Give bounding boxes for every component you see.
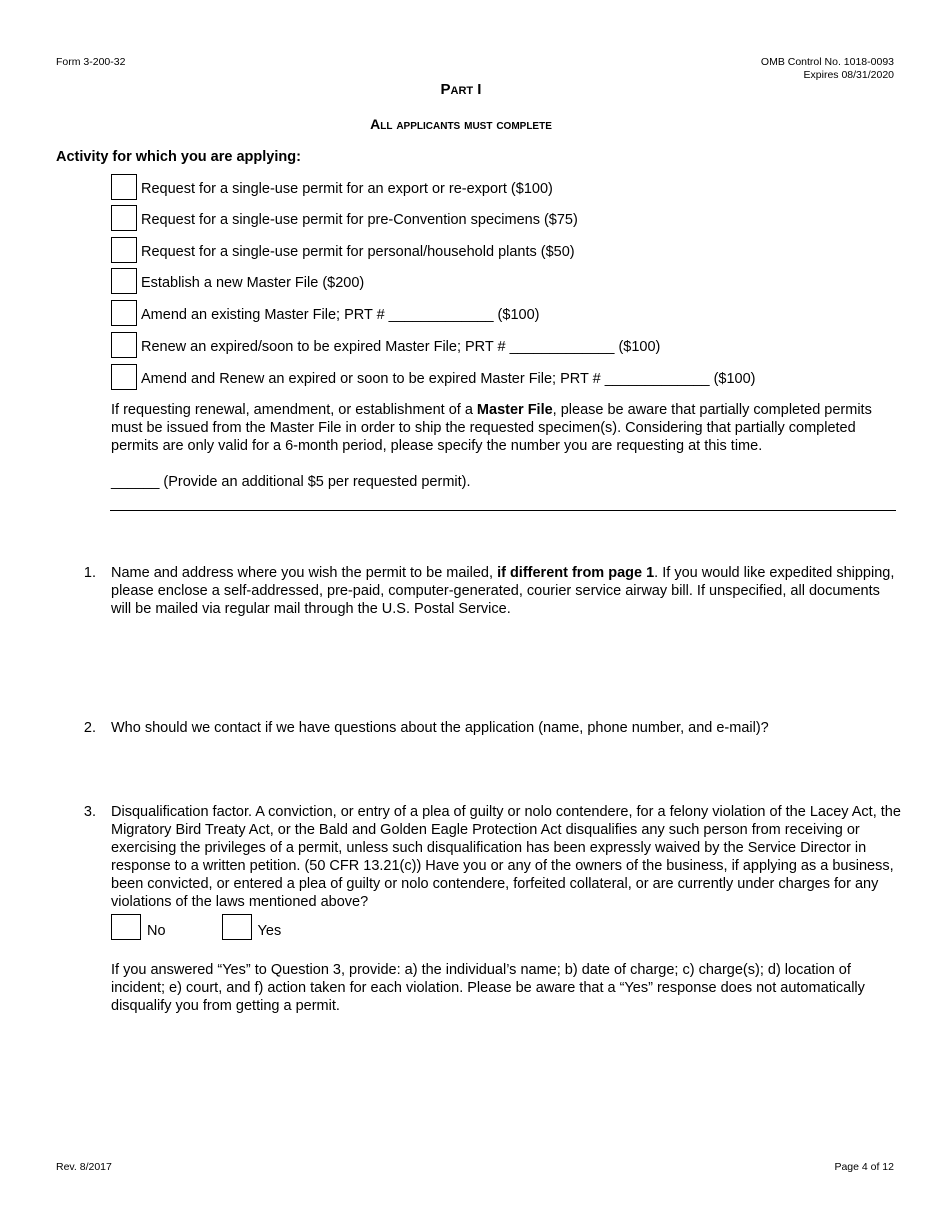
form-number: Form 3-200-32 [56, 56, 126, 68]
answer-yes-checkbox[interactable] [222, 914, 252, 940]
expiration-date: Expires 08/31/2020 [803, 69, 894, 81]
omb-control-number: OMB Control No. 1018-0093 [760, 56, 894, 68]
activity-checkbox[interactable] [111, 268, 137, 294]
activity-option-label: Request for a single-use permit for pre-Convention specimens ($75) [141, 212, 578, 228]
question-1-text [111, 564, 901, 618]
additional-permits-field[interactable]: ______ (Provide an additional $5 per requested permit). [111, 474, 471, 490]
page-number: Page 4 of 12 [834, 1161, 894, 1173]
answer-yes-option[interactable] [222, 914, 282, 940]
activity-checkbox[interactable] [111, 205, 137, 231]
activity-option-renew-master-file[interactable] [111, 328, 660, 358]
part-title: Part I [440, 81, 482, 98]
activity-option-pre-convention[interactable] [111, 201, 578, 231]
answer-no-label: No [147, 923, 166, 939]
omb-info [761, 56, 894, 82]
activity-checkbox[interactable] [111, 174, 137, 200]
master-file-note-bold: Master File [476, 402, 553, 418]
section-title: All applicants must complete [370, 116, 552, 132]
activity-checkbox[interactable] [111, 364, 137, 390]
activity-checkbox[interactable] [111, 300, 137, 326]
question-1-text-part: Name and address where you wish the permit to be mailed, [111, 565, 498, 581]
answer-no-checkbox[interactable] [111, 914, 141, 940]
question-3-answer [111, 914, 337, 940]
activity-option-label: Amend and Renew an expired or soon to be expired Master File; PRT # _____________ ($100) [141, 371, 756, 387]
answer-no-option[interactable] [111, 914, 166, 940]
question-1-number: 1. [83, 565, 96, 581]
activity-label: Activity for which you are applying: [56, 149, 301, 165]
answer-yes-label: Yes [257, 923, 282, 939]
question-2-text: Who should we contact if we have questions about the application (name, phone number, and e-mail)? [111, 720, 769, 736]
question-3-number: 3. [83, 804, 96, 820]
activity-checkbox[interactable] [111, 332, 137, 358]
master-file-note-text: , please be aware that partially completed permits must be issued from the Master File in order to ship the requested specimen(s). Considering that partially completed permits are only valid for a 6-month period, please specify the number you are requesting at this time. [111, 402, 872, 454]
activity-option-personal-plants[interactable] [111, 233, 575, 263]
question-3-text: Disqualification factor. A conviction, or entry of a plea of guilty or nolo contendere, for a felony violation of the Lacey Act, the Migratory Bird Treaty Act, or the Bald and Golden Eagle Protection Act disqualifies any such person from receiving or exercising the privileges of a permit, unless such disqualification has been expressly waived by the Service Director in response to a written petition. (50 CFR 13.21(c)) Have you or any of the owners of the business, if applying as a business, been convicted, or entered a plea of guilty or nolo contendere, forfeited collateral, or are currently under charges for any violations of the laws mentioned above? [111, 804, 901, 910]
activity-option-label: Establish a new Master File ($200) [141, 275, 365, 291]
activity-option-label: Renew an expired/soon to be expired Master File; PRT # _____________ ($100) [141, 339, 661, 355]
master-file-note [111, 401, 901, 455]
section-divider [110, 510, 896, 511]
question-3-followup: If you answered “Yes” to Question 3, provide: a) the individual’s name; b) date of charge; c) charge(s); d) location of incident; e) court, and f) action taken for each violation. Please be aware that a “Yes” response does not automatically disqualify you from getting a permit. [111, 962, 865, 1014]
activity-option-label: Amend an existing Master File; PRT # _____________ ($100) [141, 307, 540, 323]
activity-option-label: Request for a single-use permit for personal/household plants ($50) [141, 244, 575, 260]
activity-checkbox[interactable] [111, 237, 137, 263]
activity-option-export[interactable] [111, 170, 553, 200]
activity-option-amend-renew-master-file[interactable] [111, 360, 756, 390]
activity-option-amend-master-file[interactable] [111, 296, 539, 326]
question-2-number: 2. [83, 720, 96, 736]
question-1-bold: if different from page 1 [497, 565, 655, 581]
question-1-text-part: . If you would like expedited shipping, please enclose a self-addressed, pre-paid, computer-generated, courier service airway bill. If unspecified, all documents will be mailed via regular mail through the U.S. Postal Service. [111, 565, 895, 617]
activity-option-label: Request for a single-use permit for an export or re-export ($100) [141, 181, 553, 197]
activity-option-new-master-file[interactable] [111, 264, 364, 294]
revision-date: Rev. 8/2017 [56, 1161, 112, 1173]
master-file-note-text: If requesting renewal, amendment, or establishment of a [111, 402, 477, 418]
